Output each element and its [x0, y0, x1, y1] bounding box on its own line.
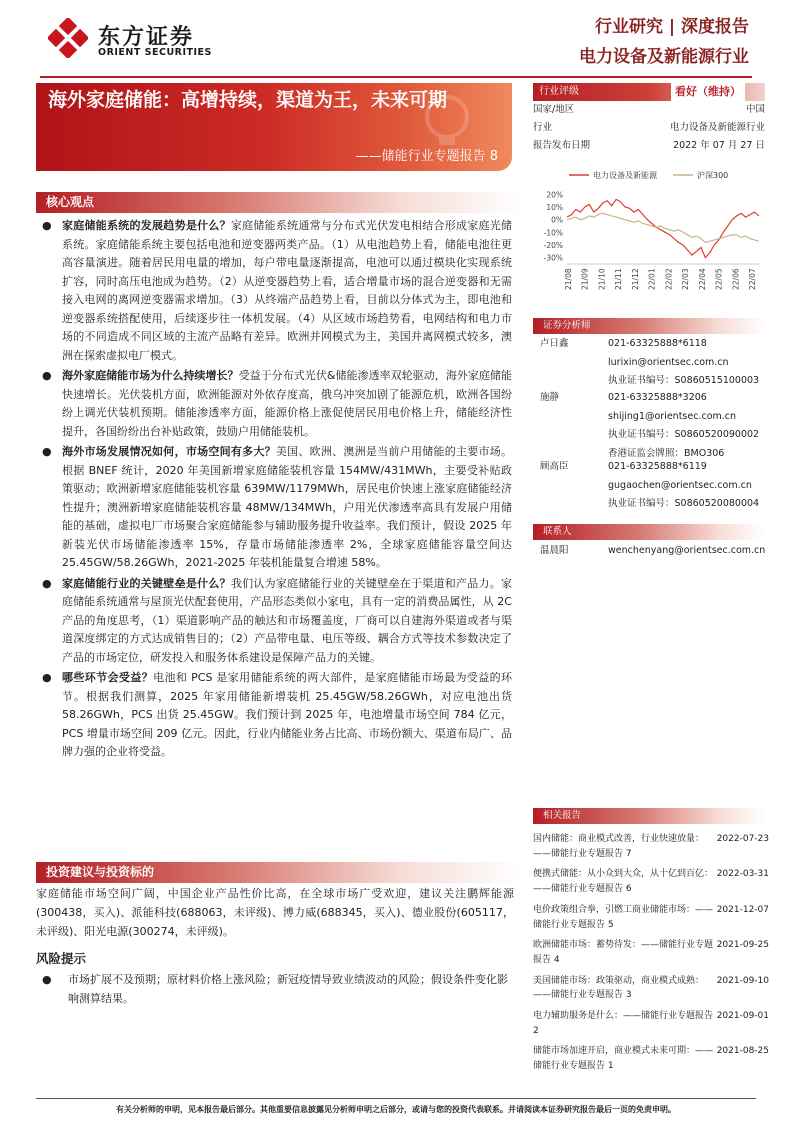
x-tick-label: 21/10	[597, 268, 607, 290]
x-tick-label: 21/08	[564, 268, 573, 290]
risk-list	[42, 970, 512, 1008]
info-key: 国家/地区	[533, 104, 575, 115]
analyst-hk-license: 香港证监会牌照：BMO306	[608, 447, 725, 459]
analyst-license: 执业证书编号：S0860520080004	[608, 498, 760, 509]
info-value: 电力设备及新能源行业	[669, 122, 765, 133]
x-tick-label: 22/01	[647, 268, 657, 290]
report-sector: 电力设备及新能源行业	[579, 47, 749, 67]
question: 海外市场发展情况如何，市场空间有多大？	[62, 445, 276, 458]
report-header	[579, 12, 749, 72]
rating-box	[533, 83, 765, 155]
related-date: 2021-12-07	[716, 904, 769, 915]
invest-text: 家庭储能市场空间广阔，中国企业产品性价比高，在全球市场广受欢迎，建议关注鹏辉能源(300438，买入)、派能科技(688063，未评级)、博力威(688345，买入)、德业股份(605117，未评级)、阳光电源(300274，未评级)。	[36, 887, 514, 938]
related-title[interactable]: 电价政策组合拳，引燃工商业储能市场：——储能行业专题报告 5	[533, 904, 714, 930]
analyst-phone: 021-63325888*6118	[608, 338, 707, 349]
list-item	[42, 575, 512, 668]
bullet-icon: ●	[42, 369, 52, 382]
analyst-phone: 021-63325888*3206	[608, 392, 707, 403]
bullet-icon: ●	[42, 219, 52, 232]
answer: 美国、欧洲、澳洲是当前户用储能的主要市场。根据 BNEF 统计，2020 年美国新增家庭储能装机容量 154MW/431MWh，主要受补贴政策驱动；欧洲新增家庭储能装机容量 639MW/1179MWh，居民电价快速上涨家庭储能经济性提升；澳洲新增家庭储能装机容量 48MW/134MWh，户用光伏渗透率高具有发展户用储能的基础，虚拟电厂市场聚合家庭储能参与辅助服务提升收益率。我们预计，假设 2025 年新装光伏市场储能渗透率 15%，存量市场储能渗透率 2%，全球家庭储能容量空间达 25.45GW/58.26GWh，2021-2025 年装机能量复合增速 58%。	[62, 445, 513, 569]
risk-text: 市场扩展不及预期；原材料价格上涨风险；新冠疫情导致业绩波动的风险；假设条件变化影响测算结果。	[68, 973, 508, 1005]
question: 家庭储能系统的发展趋势是什么？	[62, 219, 231, 232]
related-report-link[interactable]	[533, 974, 769, 1003]
contact-block	[540, 542, 765, 562]
answer: 家庭储能系统通常与分布式光伏发电相结合形成家庭光储系统。家庭储能系统主要包括电池和逆变器两类产品。（1）从电池趋势上看，储能电池往更高容量演进。随着居民用电量的增加，每户带电量逐渐提高，电池可以通过模块化实现系统扩容，同时高压电池成为趋势。（2）从逆变器趋势上看，适合增量市场的混合逆变器和无需接入电网的离网逆变器需求增加。（3）从终端产品趋势上看，目前以分体式为主，即电池和逆变器系统搭配使用，后续逐步往一体机发展。（4）从区域市场趋势看，电网结构和电力市场的不同造成不同区域的主流产品略有差异。欧洲并网模式为主，美国并离网模式较多，澳洲在探索虚拟电厂模式。	[62, 219, 513, 362]
rating-label: 行业评级	[539, 86, 579, 97]
analyst-name: 卢日鑫	[540, 338, 569, 349]
answer: 受益于分布式光伏&储能渗透率双轮驱动，海外家庭储能快速增长。光伏装机方面，欧洲能源对外依存度高，俄乌冲突加剧了能源危机，欧洲各国纷纷上调光伏装机预期。储能渗透率方面，能源价格上涨促使居民用电价格上升，储能经济性提升，各国纷纷出台补贴政策，鼓励户用储能装机。	[62, 369, 513, 438]
y-tick-label: 20%	[546, 190, 563, 200]
core-views-header: 核心观点	[36, 192, 522, 213]
related-date: 2021-08-25	[716, 1046, 769, 1057]
analyst-name: 顾高臣	[540, 461, 569, 472]
y-tick-label: -30%	[543, 253, 563, 263]
answer: 电池和 PCS 是家用储能系统的两大部件，是家庭储能市场最为受益的环节。根据我们测算，2025 年家用储能新增装机 25.45GW/58.26GWh，对应电池出货 58.26GWh，PCS 出货 25.45GW。我们预计到 2025 年，电池增量市场空间 784 亿元，PCS 增量市场空间 209 亿元。因此，行业内储能业务占比高、市场份额大、渠道布局广、品牌力强的企业将受益。	[62, 671, 513, 758]
analyst-block	[540, 458, 765, 514]
list-item	[42, 970, 512, 1008]
header-divider	[40, 76, 752, 78]
info-row	[533, 119, 765, 137]
y-tick-label: -20%	[543, 241, 563, 250]
related-report-link[interactable]	[533, 1044, 769, 1073]
contact-email[interactable]: wenchenyang@orientsec.com.cn	[608, 545, 766, 556]
x-tick-label: 22/07	[748, 268, 757, 290]
rating-header	[533, 83, 765, 101]
info-key: 行业	[533, 122, 553, 133]
footer-divider	[36, 1098, 756, 1099]
x-tick-label: 22/02	[664, 268, 674, 290]
footer-disclaimer: 有关分析师的申明，见本报告最后部分。其他重要信息披露见分析师申明之后部分，或请与您的投资代表联系。并请阅读本证券研究报告最后一页的免责申明。	[116, 1105, 676, 1114]
analyst-header: 证券分析师	[533, 318, 765, 334]
contact-name: 温晨阳	[540, 545, 569, 556]
invest-header: 投资建议与投资标的	[36, 862, 522, 883]
series-line	[567, 199, 759, 257]
report-subtitle: ——储能行业专题报告 8	[355, 149, 498, 164]
y-tick-label: 0%	[551, 215, 563, 225]
analyst-phone: 021-63325888*6119	[608, 461, 707, 472]
question: 家庭储能行业的关键壁垒是什么？	[62, 576, 231, 590]
y-tick-label: -10%	[543, 228, 563, 238]
bullet-icon: ●	[42, 576, 52, 590]
question: 哪些环节会受益？	[62, 671, 154, 684]
related-title[interactable]: 电力辅助服务是什么：——储能行业专题报告 2	[533, 1011, 714, 1036]
related-date: 2021-09-10	[716, 975, 769, 986]
list-item	[42, 217, 512, 365]
related-date: 2021-09-01	[716, 1011, 769, 1022]
bullet-icon: ●	[42, 445, 52, 458]
list-item	[42, 367, 512, 441]
bullet-icon: ●	[42, 671, 52, 684]
related-date: 2021-09-25	[716, 940, 769, 951]
analyst-email[interactable]: shijing1@orientsec.com.cn	[608, 410, 737, 422]
report-title: 海外家庭储能：高增持续，渠道为王，未来可期	[48, 89, 448, 111]
risk-title: 风险提示	[36, 951, 87, 966]
contact-header: 联系人	[533, 524, 765, 540]
related-header: 相关报告	[533, 808, 765, 824]
analyst-license: 执业证书编号：S0860520090002	[608, 429, 760, 440]
title-banner	[36, 83, 512, 171]
info-key: 报告发布日期	[533, 140, 591, 151]
analyst-email[interactable]: gugaochen@orientsec.com.cn	[608, 479, 752, 491]
brand-name-en: ORIENT SECURITIES	[98, 47, 212, 58]
info-row	[533, 101, 765, 119]
related-report-link[interactable]	[533, 938, 769, 967]
analyst-block	[540, 389, 765, 463]
series-line	[567, 213, 759, 242]
legend-label: 沪深300	[697, 171, 729, 180]
related-report-link[interactable]	[533, 903, 769, 932]
related-date: 2022-03-31	[716, 869, 769, 880]
core-views-list	[42, 217, 512, 764]
report-category: 行业研究 | 深度报告	[594, 17, 749, 37]
info-value: 中国	[745, 104, 765, 115]
performance-chart	[533, 168, 765, 308]
x-tick-label: 22/04	[697, 268, 707, 290]
related-title[interactable]: 欧洲储能市场：蓄势待发：——储能行业专题报告 4	[533, 940, 714, 965]
x-tick-label: 22/05	[714, 268, 724, 290]
related-report-link[interactable]	[533, 867, 769, 896]
related-title[interactable]: 美国储能市场：政策驱动，商业模式成熟：——储能行业专题报告 3	[533, 975, 705, 1001]
rating-value: 看好（维持）	[671, 83, 745, 101]
analyst-name: 施静	[540, 392, 560, 403]
related-report-link[interactable]	[533, 832, 769, 861]
list-item	[42, 669, 512, 762]
brand-logo-icon	[48, 18, 88, 58]
x-tick-label: 22/03	[681, 268, 691, 290]
brand-name: 东方证券	[98, 25, 195, 50]
bullet-icon: ●	[42, 973, 52, 986]
x-tick-label: 21/12	[630, 268, 640, 290]
answer: 我们认为家庭储能行业的关键壁垒在于渠道和产品力。家庭储能系统通常与屋顶光伏配套使用，产品形态类似小家电，具有一定的消费品属性，从 2C 产品的角度思考，（1）渠道影响产品的触达和市场覆盖度，厂商可以自建海外渠道或者与渠道深度绑定的方式达成销售目的；（2）产品带电量、电压等级、耦合方式等技术参数决定了产品的市场定位，研发投入和服务体系建设是保障产品力的关键。	[62, 576, 513, 664]
list-item	[42, 443, 512, 573]
info-value: 2022 年 07 月 27 日	[673, 140, 765, 151]
x-tick-label: 21/11	[614, 268, 624, 290]
related-reports	[533, 832, 769, 1080]
related-report-link[interactable]	[533, 1009, 769, 1038]
analyst-block	[540, 335, 765, 391]
x-tick-label: 22/06	[731, 268, 741, 290]
analyst-email[interactable]: lurixin@orientsec.com.cn	[608, 356, 729, 368]
related-title[interactable]: 储能市场加速开启，商业模式未来可期：——储能行业专题报告 1	[533, 1046, 714, 1072]
related-title[interactable]: 便携式储能：从小众到大众，从十亿到百亿：——储能行业专题报告 6	[533, 869, 714, 895]
x-tick-label: 21/09	[580, 268, 590, 290]
legend-label: 电力设备及新能源	[593, 171, 657, 180]
related-date: 2022-07-23	[716, 834, 769, 844]
related-title[interactable]: 国内储能：商业模式改善，行业快速放量：——储能行业专题报告 7	[533, 834, 705, 859]
analyst-license: 执业证书编号：S0860515100003	[608, 375, 760, 386]
info-row	[533, 137, 765, 155]
question: 海外家庭储能市场为什么持续增长？	[62, 369, 239, 382]
y-tick-label: 10%	[546, 203, 563, 212]
